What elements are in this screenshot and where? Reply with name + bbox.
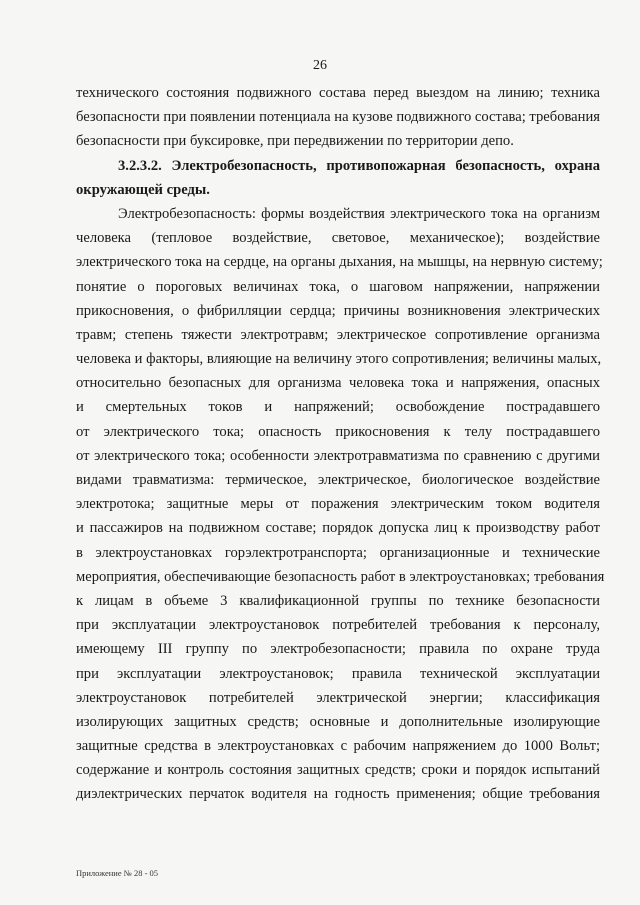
text-line: мероприятия, обеспечивающие безопасность работ в электроустановках; требования bbox=[76, 568, 605, 585]
text-line: человека (тепловое воздействие, световое, механическое); воздействие bbox=[76, 230, 600, 247]
text-line: травм; степень тяжести электротравм; электрическое сопротивление организма bbox=[76, 326, 600, 343]
text-line: относительно безопасных для организма человека тока и напряжения, опасных bbox=[76, 375, 600, 392]
text-line: электротока; защитные меры от поражения электрическим током водителя bbox=[76, 496, 600, 513]
text-line: содержание и контроль состояния защитных средств; сроки и порядок испытаний bbox=[76, 762, 600, 779]
text-line: защитные средства в электроустановках с рабочим напряжением до 1000 Вольт; bbox=[76, 738, 600, 755]
text-line: имеющему III группу по электробезопасности; правила по охране труда bbox=[76, 641, 600, 658]
text-line: Электробезопасность: формы воздействия электрического тока на организм bbox=[118, 205, 600, 222]
text-line: видами травматизма: термическое, электрическое, биологическое воздействие bbox=[76, 472, 600, 488]
text-line: технического состояния подвижного состава перед выездом на линию; техника bbox=[76, 85, 600, 101]
page-number: 26 bbox=[313, 58, 327, 73]
section-heading-line: 3.2.3.2. Электробезопасность, противопожарная безопасность, охрана bbox=[118, 157, 600, 174]
text-line: изолирующих защитных средств; основные и дополнительные изолирующие bbox=[76, 713, 600, 730]
text-line: и смертельных токов и напряжений; освобождение пострадавшего bbox=[76, 399, 600, 416]
text-line: безопасности при появлении потенциала на кузове подвижного состава; требования bbox=[76, 109, 600, 126]
text-line: при эксплуатации электроустановок; правила технической эксплуатации bbox=[76, 665, 600, 682]
document-body bbox=[76, 81, 605, 807]
section-heading-line: окружающей среды. bbox=[76, 181, 210, 198]
text-line: электрического тока на сердце, на органы дыхания, на мышцы, на нервную систему; bbox=[76, 254, 603, 271]
text-line: прикосновения, о фибрилляции сердца; причины возникновения электрических bbox=[76, 302, 600, 319]
footer-note: Приложение № 28 - 05 bbox=[76, 868, 159, 878]
text-line: от электрического тока; особенности электротравматизма по сравнению с другими bbox=[76, 447, 600, 464]
text-line: безопасности при буксировке, при передвижении по территории депо. bbox=[76, 133, 514, 150]
text-line: в электроустановках горэлектротранспорта; организационные и технические bbox=[76, 544, 600, 561]
text-line: диэлектрических перчаток водителя на годность применения; общие требования bbox=[76, 786, 600, 803]
text-line: и пассажиров на подвижном составе; порядок допуска лиц к производству работ bbox=[76, 520, 600, 537]
text-line: от электрического тока; опасность прикосновения к телу пострадавшего bbox=[76, 423, 600, 440]
text-line: понятие о пороговых величинах тока, о шаговом напряжении, напряжении bbox=[76, 278, 600, 295]
text-line: человека и факторы, влияющие на величину этого сопротивления; величины малых, bbox=[76, 351, 602, 368]
text-line: электроустановок потребителей электрической энергии; классификация bbox=[76, 689, 600, 706]
text-line: к лицам в объеме 3 квалификационной группы по технике безопасности bbox=[76, 592, 600, 609]
text-line: при эксплуатации электроустановок потребителей требования к персоналу, bbox=[76, 617, 600, 634]
